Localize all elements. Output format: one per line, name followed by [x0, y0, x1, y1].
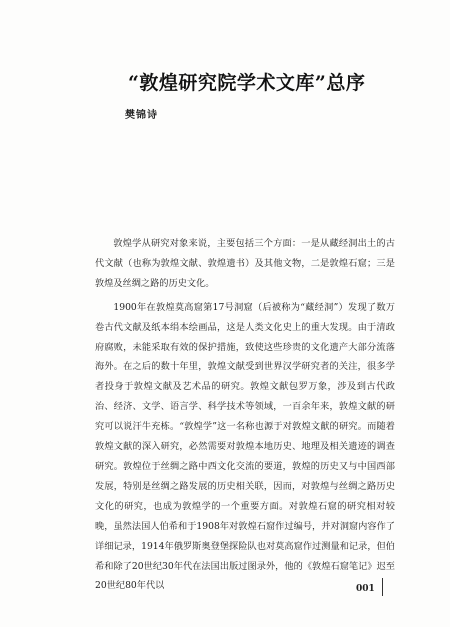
page-number: 001	[356, 584, 375, 594]
paragraph: 1900年在敦煌莫高窟第17号洞窟（后被称为“藏经洞”）发现了数万卷古代文献及纸本绢本绘画品，这是人类文化史上的重大发现。由于清政府腐败，未能采取有效的保护措施，致使这些珍贵的文化遗产大部分流落海外。在之后的数十年里，敦煌文献受到世界汉学研究者的关注，很多学者投身于敦煌文献及艺术品的研究。敦煌文献包罗万象，涉及到古代政治、经济、文学、语言学、科学技术等领域，一百余年来，敦煌文献的研究可以说汗牛充栋。“敦煌学”这一名称也源于对敦煌文献的研究。而随着敦煌文献的深入研究，必然需要对敦煌本地历史、地理及相关遗迹的调查研究。敦煌位于丝绸之路中西文化交流的要道，敦煌的历史又与中国西部发展，特别是丝绸之路发展的历史相关联，因而，对敦煌与丝绸之路历史文化的研究，也成为敦煌学的一个重要方面。对敦煌石窟的研究相对较晚，虽然法国人伯希和于1908年对敦煌石窟作过编号，并对洞窟内容作了详细记录，1914年俄罗斯奥登堡探险队也对莫高窟作过测量和记录，但伯希和除了20世纪30年代在法国出版过图录外，他的《敦煌石窟笔记》迟至20世纪80年代以	[95, 301, 395, 592]
page-number-rule	[382, 578, 383, 596]
paragraph: 敦煌学从研究对象来说，主要包括三个方面：一是从藏经洞出土的古代文献（也称为敦煌文献、敦煌遗书）及其他文物，二是敦煌石窟；三是敦煌及丝绸之路的历史文化。	[95, 238, 395, 289]
body-text	[95, 234, 395, 600]
author-name: 樊锦诗	[125, 110, 158, 121]
page-title: “敦煌研究院学术文库”总序	[128, 72, 366, 94]
